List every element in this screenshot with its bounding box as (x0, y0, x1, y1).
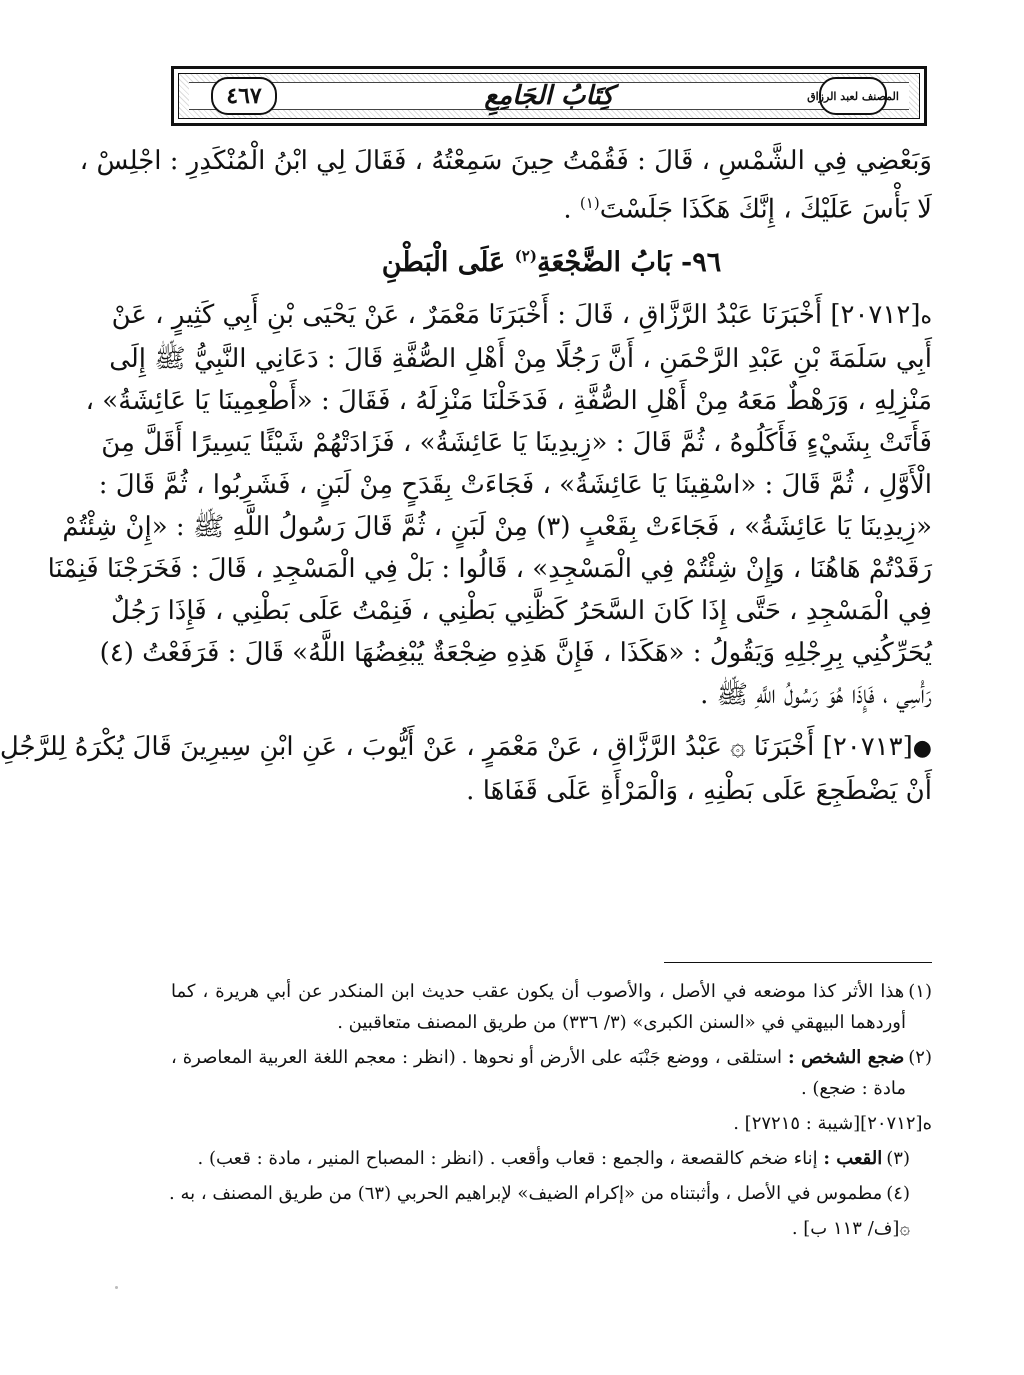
text-line: أَنْ يَضْطَجِعَ عَلَى بَطْنِهِ ، وَالْمَرْأَةِ عَلَى قَفَاهَا . (466, 775, 932, 806)
footnote-line: مادة : ضجع) . (800, 1078, 906, 1099)
footnote-divider (664, 962, 932, 963)
footnote-1 (171, 976, 932, 1038)
text-line (0, 726, 932, 770)
footnote-line: أوردهما البيهقي في «السنن الكبرى» (٣/ ٣٣٦) من طريق المصنف متعاقبين . (337, 1012, 906, 1033)
text-line: أَبِي سَلَمَةَ بْنِ عَبْدِ الرَّحْمَنِ ، أَنَّ رَجُلًا مِنْ أَهْلِ الصُّفَّةِ قَالَ : دَعَانِي النَّبِيُّ ﷺ إِلَى (109, 343, 932, 374)
footnote-3 (171, 1143, 932, 1174)
footnote-term: ضجع الشخص : (787, 1047, 905, 1068)
scan-speck (115, 1286, 118, 1289)
text-line (111, 294, 932, 338)
text-line: «زِيدِينَا يَا عَائِشَةُ» ، فَجَاءَتْ بِقَعْبٍ (٣) مِنْ لَبَنٍ ، ثُمَّ قَالَ رَسُولُ اللَّهِ ﷺ : «إِنْ شِئْتُمْ (62, 511, 932, 542)
text-segment: لَا بَأْسَ عَلَيْكَ ، إِنَّكَ هَكَذَا جَلَسْتَ (599, 194, 932, 225)
chapter-heading (171, 247, 932, 278)
hadith-20713 (0, 726, 932, 812)
hadith-20712 (47, 294, 932, 716)
text-line: فَأَتَتْ بِشَيْءٍ فَأَكَلُوهُ ، ثُمَّ قَالَ : «زِيدِينَا يَا عَائِشَةُ» ، فَزَادَتْهُمْ شَيْئًا يَسِيرًا أَقَلَّ مِنَ (101, 427, 932, 458)
footnote-text: استلقى ، ووضع جَنْبَه على الأرض أو نحوها . (انظر : معجم اللغة العربية المعاصرة ، (171, 1047, 783, 1068)
main-text (0, 140, 932, 812)
logo-text: المصنف لعبد الرزاق (807, 89, 899, 103)
footnote-line: ۞[ف/ ١١٣ ب] . (791, 1218, 910, 1239)
hadith-marker: ه (920, 303, 932, 329)
footnotes (171, 976, 932, 1248)
chapter-title-part: عَلَى الْبَطْنِ (381, 246, 506, 278)
text-line: يُحَرِّكُنِي بِرِجْلِهِ وَيَقُولُ : «هَكَذَا ، فَإِنَّ هَذِهِ ضِجْعَةٌ يُبْغِضُهَا اللَّهُ» قَالَ : فَرَفَعْتُ (٤) (99, 637, 932, 668)
text-line (171, 182, 932, 231)
footnote-line (171, 1178, 910, 1209)
footnote-number: (٤) (886, 1183, 910, 1204)
page-number-text: ٤٦٧ (226, 83, 262, 109)
folio-reference (171, 1213, 932, 1244)
chapter-title-part: بَابُ الضَّجْعَةِ (536, 246, 672, 278)
text-segment: أَخْبَرَنَا ۞ عَبْدُ الرَّزَّاقِ ، عَنْ مَعْمَرٍ ، عَنْ أَيُّوبَ ، عَنِ ابْنِ سِيرِينَ قَالَ يُكْرَهُ لِلرَّجُلِ (0, 731, 815, 762)
hadith-number: [٢٠٧١٢] (830, 299, 921, 330)
footnote-ref-2[interactable]: (٢) (514, 246, 537, 265)
header-band (189, 82, 909, 110)
footnote-ref-1[interactable]: (١) (579, 194, 600, 212)
continuation-paragraph (79, 140, 932, 231)
footnote-text: مطموس في الأصل ، وأثبتناه من «إكرام الضيف» لإبراهيم الحربي (٦٣) من طريق المصنف ، به . (169, 1183, 883, 1204)
footnote-4 (171, 1178, 932, 1209)
text-line: وَبَعْضِي فِي الشَّمْسِ ، قَالَ : فَقُمْتُ حِينَ سَمِعْتُهُ ، فَقَالَ لِي ابْنُ الْمُنْكَدِرِ : اجْلِسْ ، (79, 146, 932, 176)
text-segment: أَخْبَرَنَا عَبْدُ الرَّزَّاقِ ، قَالَ : أَخْبَرَنَا مَعْمَرٌ ، عَنْ يَحْيَى بْنِ أَبِي كَثِيرٍ ، عَنْ (111, 299, 823, 330)
text-line: رَأْسِي ، فَإِذَا هُوَ رَسُولُ اللَّهِ ﷺ . (700, 679, 932, 710)
source-reference (171, 1108, 932, 1139)
book-title: كِتَابُ الجَامِعِ (484, 81, 614, 111)
footnote-line (171, 976, 932, 1007)
text-line: الْأَوَّلِ ، ثُمَّ قَالَ : «اسْقِينَا يَا عَائِشَةُ» ، فَجَاءَتْ بِقَدَحٍ مِنْ لَبَنٍ ، فَشَرِبُوا ، ثُمَّ قَالَ : (98, 469, 932, 500)
footnote-2 (171, 1042, 932, 1104)
text-line: فِي الْمَسْجِدِ ، حَتَّى إِذَا كَانَ السَّحَرُ كَظَّنِي بَطْنِي ، فَنِمْتُ عَلَى بَطْنِي ، فَإِذَا رَجُلٌ (110, 595, 932, 626)
footnote-line: ه[٢٠٧١٢][شيبة : ٢٧٢١٥] . (733, 1113, 932, 1134)
footnote-number: (٢) (908, 1047, 932, 1068)
footnote-line (171, 1042, 932, 1073)
text-segment: . (563, 194, 580, 225)
text-line: مَنْزِلِهِ ، وَرَهْطٌ مَعَهُ مِنْ أَهْلِ الصُّفَّةِ ، فَدَخَلْنَا مَنْزِلَهُ ، فَقَالَ : «أَطْعِمِينَا يَا عَائِشَةُ» ، (85, 385, 932, 416)
chapter-number: ٩٦- (681, 246, 722, 278)
page-number (211, 77, 277, 115)
footnote-number: (٣) (886, 1148, 910, 1169)
footnote-line (171, 1143, 910, 1174)
hadith-marker: ● (912, 735, 932, 761)
footnote-number: (١) (908, 981, 932, 1002)
publisher-logo (807, 77, 899, 115)
footnote-text: هذا الأثر كذا موضعه في الأصل ، والأصوب أن يكون عقب حديث ابن المنكدر عن أبي هريرة ، كما (171, 981, 905, 1002)
text-line: رَقَدْتُمْ هَاهُنَا ، وَإِنْ شِئْتُمْ فِي الْمَسْجِدِ» ، قَالُوا : بَلْ فِي الْمَسْجِدِ ، قَالَ : فَخَرَجْنَا فَنِمْنَا (47, 553, 932, 584)
footnote-term: القعب : (823, 1148, 883, 1169)
header-ornament-frame (178, 73, 920, 119)
running-header (171, 66, 927, 126)
hadith-number: [٢٠٧١٣] (822, 731, 913, 762)
footnote-text: إناء ضخم كالقصعة ، والجمع : قعاب وأقعب . (انظر : المصباح المنير ، مادة : قعب) . (197, 1148, 818, 1169)
